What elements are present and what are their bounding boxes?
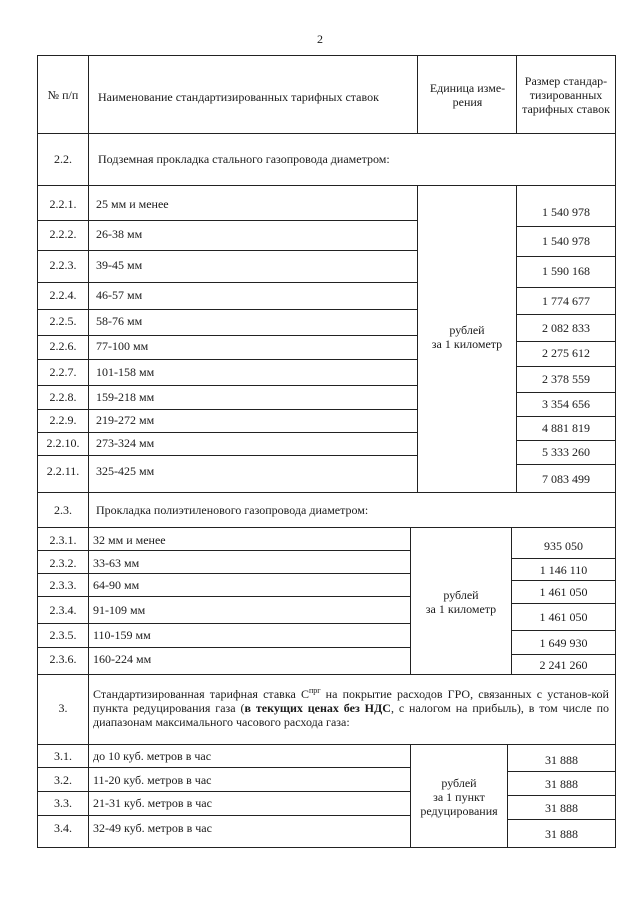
row-name: 25 мм и менее	[96, 197, 169, 211]
row-value: 2 082 833	[542, 321, 590, 335]
row-num: 2.3.2.	[49, 556, 77, 570]
row-name: 32-49 куб. метров в час	[93, 821, 212, 835]
row-num: 2.3.5.	[49, 628, 77, 642]
row-name: до 10 куб. метров в час	[93, 749, 212, 763]
row-name: 39-45 мм	[96, 258, 143, 272]
row-name: 64-90 мм	[93, 578, 140, 592]
row-value: 2 241 260	[539, 658, 588, 672]
row-value: 31 888	[545, 753, 578, 767]
section-title: Прокладка полиэтиленового газопровода диаметром:	[96, 503, 369, 517]
row-num: 2.2.10.	[46, 436, 80, 450]
row-name: 160-224 мм	[93, 652, 152, 666]
unit-label: рублей за 1 километр	[425, 588, 497, 616]
row-value: 1 649 930	[539, 636, 588, 650]
row-value: 31 888	[545, 777, 578, 791]
row-num: 2.2.8.	[49, 390, 77, 404]
row-num: 2.2.6.	[49, 339, 77, 353]
row-value: 4 881 819	[542, 421, 590, 435]
row-value: 1 540 978	[542, 234, 590, 248]
row-num: 3.1.	[54, 749, 72, 763]
row-name: 11-20 куб. метров в час	[93, 773, 212, 787]
row-value: 1 590 168	[542, 264, 590, 278]
row-num: 2.2.7.	[49, 365, 77, 379]
section-title: Стандартизированная тарифная ставка $С^{прг}$ на покрытие расходов ГРО, связанных с установ-кой пункта редуцирования газа (в текущих ценах без НДС, с налогом на прибыль), в том числе по диапазонам максимального часового расхода газа:	[93, 686, 610, 729]
row-value: 2 275 612	[542, 346, 590, 360]
row-value: 2 378 559	[542, 372, 590, 386]
row-name: 219-272 мм	[96, 413, 155, 427]
section-num: 2.2.	[54, 152, 72, 166]
row-value: 5 333 260	[542, 445, 590, 459]
row-name: 58-76 мм	[96, 314, 143, 328]
header-num: № п/п	[47, 87, 79, 102]
row-num: 2.3.1.	[49, 533, 77, 547]
row-num: 3.2.	[54, 773, 72, 787]
row-num: 2.2.11.	[46, 464, 80, 478]
row-name: 21-31 куб. метров в час	[93, 796, 212, 810]
row-name: 159-218 мм	[96, 390, 155, 404]
row-name: 91-109 мм	[93, 603, 146, 617]
row-name: 101-158 мм	[96, 365, 155, 379]
row-value: 31 888	[545, 827, 578, 841]
row-value: 3 354 656	[542, 397, 590, 411]
row-num: 2.2.2.	[49, 227, 77, 241]
section-num: 3.	[58, 701, 68, 715]
row-value: 1 461 050	[539, 585, 588, 599]
row-value: 1 774 677	[542, 294, 590, 308]
row-name: 33-63 мм	[93, 556, 140, 570]
row-value: 935 050	[544, 539, 583, 553]
row-name: 26-38 мм	[96, 227, 143, 241]
row-value: 31 888	[545, 801, 578, 815]
row-num: 2.3.4.	[49, 603, 77, 617]
unit-label: рублей за 1 пункт редуцирования	[420, 776, 498, 818]
section-num: 2.3.	[54, 503, 72, 517]
row-name: 32 мм и менее	[93, 533, 166, 547]
row-num: 2.2.5.	[49, 314, 77, 328]
header-unit: Единица изме-рения	[429, 80, 506, 109]
row-num: 3.3.	[54, 796, 72, 810]
row-value: 1 461 050	[539, 610, 588, 624]
row-num: 2.2.9.	[49, 413, 77, 427]
row-num: 2.3.3.	[49, 578, 77, 592]
row-name: 325-425 мм	[96, 464, 155, 478]
row-name: 110-159 мм	[93, 628, 151, 642]
row-num: 3.4.	[54, 821, 72, 835]
row-value: 1 146 110	[539, 563, 588, 577]
row-name: 46-57 мм	[96, 288, 143, 302]
row-num: 2.3.6.	[49, 652, 77, 666]
header-size: Размер стандар-тизированных тарифных ставок	[522, 73, 610, 116]
section-title: Подземная прокладка стального газопровода диаметром:	[98, 152, 390, 166]
unit-label: рублей за 1 километр	[431, 323, 503, 351]
row-value: 7 083 499	[542, 472, 590, 486]
header-name: Наименование стандартизированных тарифных ставок	[98, 90, 379, 104]
row-name: 273-324 мм	[96, 436, 155, 450]
row-num: 2.2.4.	[49, 288, 77, 302]
row-num: 2.2.3.	[49, 258, 77, 272]
row-num: 2.2.1.	[49, 197, 77, 211]
row-value: 1 540 978	[542, 205, 590, 219]
page-number: 2	[317, 32, 323, 46]
row-name: 77-100 мм	[96, 339, 149, 353]
